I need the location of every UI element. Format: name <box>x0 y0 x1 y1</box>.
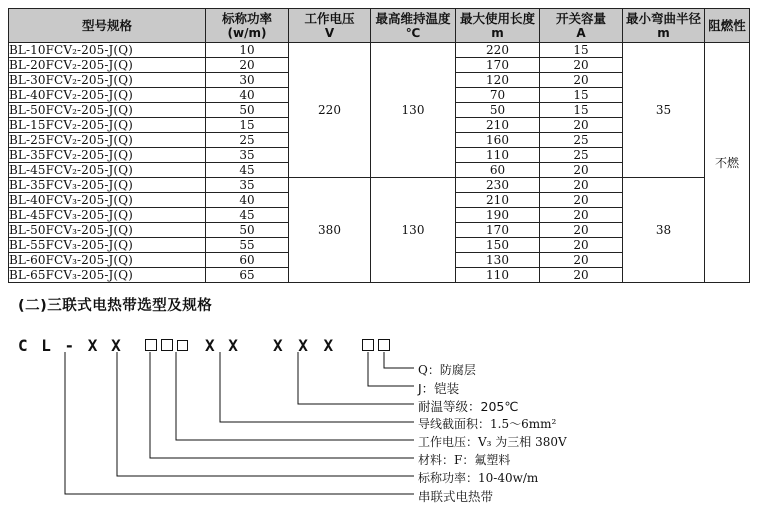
header-length-label: 最大使用长度 <box>459 10 535 26</box>
cell-model: BL-30FCV₂-205-J(Q) <box>9 73 206 88</box>
cell-length: 50 <box>456 103 540 118</box>
leader-j <box>368 352 414 386</box>
cell-capacity: 20 <box>540 73 623 88</box>
legend-material: 材料：F：氟塑料 <box>418 453 511 467</box>
cell-length: 70 <box>456 88 540 103</box>
cell-power: 25 <box>206 133 289 148</box>
code-area: X X <box>205 336 240 355</box>
cell-length: 230 <box>456 178 540 193</box>
cell-capacity: 20 <box>540 253 623 268</box>
cell-power: 35 <box>206 148 289 163</box>
cell-model: BL-50FCV₂-205-J(Q) <box>9 103 206 118</box>
header-capacity-unit: A <box>576 25 586 40</box>
cell-length: 110 <box>456 148 540 163</box>
header-flame: 阻燃性 <box>705 9 750 43</box>
cell-length: 150 <box>456 238 540 253</box>
header-temp-unit: ℃ <box>405 25 421 40</box>
cell-model: BL-10FCV₂-205-J(Q) <box>9 43 206 58</box>
cell-power: 65 <box>206 268 289 283</box>
cell-model: BL-15FCV₂-205-J(Q) <box>9 118 206 133</box>
cell-model: BL-65FCV₃-205-J(Q) <box>9 268 206 283</box>
cell-power: 55 <box>206 238 289 253</box>
cell-flame: 不燃 <box>705 43 750 283</box>
header-radius-unit: m <box>657 25 670 40</box>
header-temp-label: 最高维持温度 <box>375 10 451 26</box>
cell-capacity: 20 <box>540 163 623 178</box>
cell-capacity: 20 <box>540 223 623 238</box>
cell-power: 45 <box>206 208 289 223</box>
cell-length: 110 <box>456 268 540 283</box>
legend-area: 导线截面积：1.5～6mm² <box>418 417 557 431</box>
cell-model: BL-45FCV₂-205-J(Q) <box>9 163 206 178</box>
cell-length: 220 <box>456 43 540 58</box>
header-capacity-label: 开关容量 <box>555 10 606 26</box>
cell-capacity: 25 <box>540 133 623 148</box>
cell-power: 50 <box>206 223 289 238</box>
cell-power: 15 <box>206 118 289 133</box>
cell-capacity: 20 <box>540 193 623 208</box>
legend-voltage: 工作电压：V₃ 为三相 380V <box>418 435 567 449</box>
cell-power: 35 <box>206 178 289 193</box>
cell-length: 60 <box>456 163 540 178</box>
cell-model: BL-20FCV₂-205-J(Q) <box>9 58 206 73</box>
cell-capacity: 20 <box>540 268 623 283</box>
code-temp: X X X <box>273 336 337 355</box>
cell-capacity: 20 <box>540 238 623 253</box>
header-length-unit: m <box>491 25 504 40</box>
cell-voltage: 220 <box>289 43 371 178</box>
header-power-label: 标称功率 <box>221 10 272 26</box>
cell-model: BL-45FCV₃-205-J(Q) <box>9 208 206 223</box>
cell-length: 120 <box>456 73 540 88</box>
cell-power: 45 <box>206 163 289 178</box>
section-title: (二)三联式电热带选型及规格 <box>18 298 213 314</box>
cell-model: BL-50FCV₃-205-J(Q) <box>9 223 206 238</box>
cell-capacity: 20 <box>540 208 623 223</box>
cell-model: BL-35FCV₃-205-J(Q) <box>9 178 206 193</box>
header-voltage-unit: V <box>324 25 335 40</box>
code-prefix: C L - X X <box>18 336 123 355</box>
cell-power: 50 <box>206 103 289 118</box>
cell-capacity: 15 <box>540 43 623 58</box>
header-voltage-label: 工作电压 <box>304 10 355 26</box>
cell-power: 30 <box>206 73 289 88</box>
cell-capacity: 15 <box>540 88 623 103</box>
cell-capacity: 20 <box>540 58 623 73</box>
cell-length: 210 <box>456 118 540 133</box>
cell-power: 20 <box>206 58 289 73</box>
leader-area <box>220 352 414 422</box>
cell-power: 40 <box>206 193 289 208</box>
cell-model: BL-55FCV₃-205-J(Q) <box>9 238 206 253</box>
cell-capacity: 25 <box>540 148 623 163</box>
cell-power: 40 <box>206 88 289 103</box>
cell-length: 190 <box>456 208 540 223</box>
cell-model: BL-40FCV₃-205-J(Q) <box>9 193 206 208</box>
leader-power <box>117 352 414 476</box>
header-radius-label: 最小弯曲半径 <box>625 10 701 26</box>
cell-length: 160 <box>456 133 540 148</box>
legend-q: Q：防腐层 <box>418 363 476 377</box>
legend-type: 串联式电热带 <box>418 489 494 504</box>
cell-voltage: 380 <box>289 178 371 283</box>
cell-capacity: 20 <box>540 118 623 133</box>
cell-length: 210 <box>456 193 540 208</box>
cell-model: BL-60FCV₃-205-J(Q) <box>9 253 206 268</box>
cell-temp: 130 <box>371 178 456 283</box>
cell-power: 10 <box>206 43 289 58</box>
cell-model: BL-35FCV₂-205-J(Q) <box>9 148 206 163</box>
cell-length: 170 <box>456 223 540 238</box>
cell-model: BL-25FCV₂-205-J(Q) <box>9 133 206 148</box>
cell-radius: 38 <box>623 178 705 283</box>
header-model: 型号规格 <box>9 9 206 43</box>
legend-j: J：铠装 <box>418 381 460 396</box>
leader-material <box>150 352 414 458</box>
legend-temp: 耐温等级：205℃ <box>418 399 519 414</box>
leader-voltage <box>176 352 414 440</box>
cell-model: BL-40FCV₂-205-J(Q) <box>9 88 206 103</box>
cell-temp: 130 <box>371 43 456 178</box>
header-power-unit: (w/m) <box>227 25 267 40</box>
leader-temp <box>298 352 414 404</box>
cell-radius: 35 <box>623 43 705 178</box>
cell-length: 170 <box>456 58 540 73</box>
cell-capacity: 20 <box>540 178 623 193</box>
legend-power: 标称功率：10-40w/m <box>418 471 539 485</box>
cell-length: 130 <box>456 253 540 268</box>
leader-q <box>384 352 414 368</box>
cell-capacity: 15 <box>540 103 623 118</box>
cell-power: 60 <box>206 253 289 268</box>
